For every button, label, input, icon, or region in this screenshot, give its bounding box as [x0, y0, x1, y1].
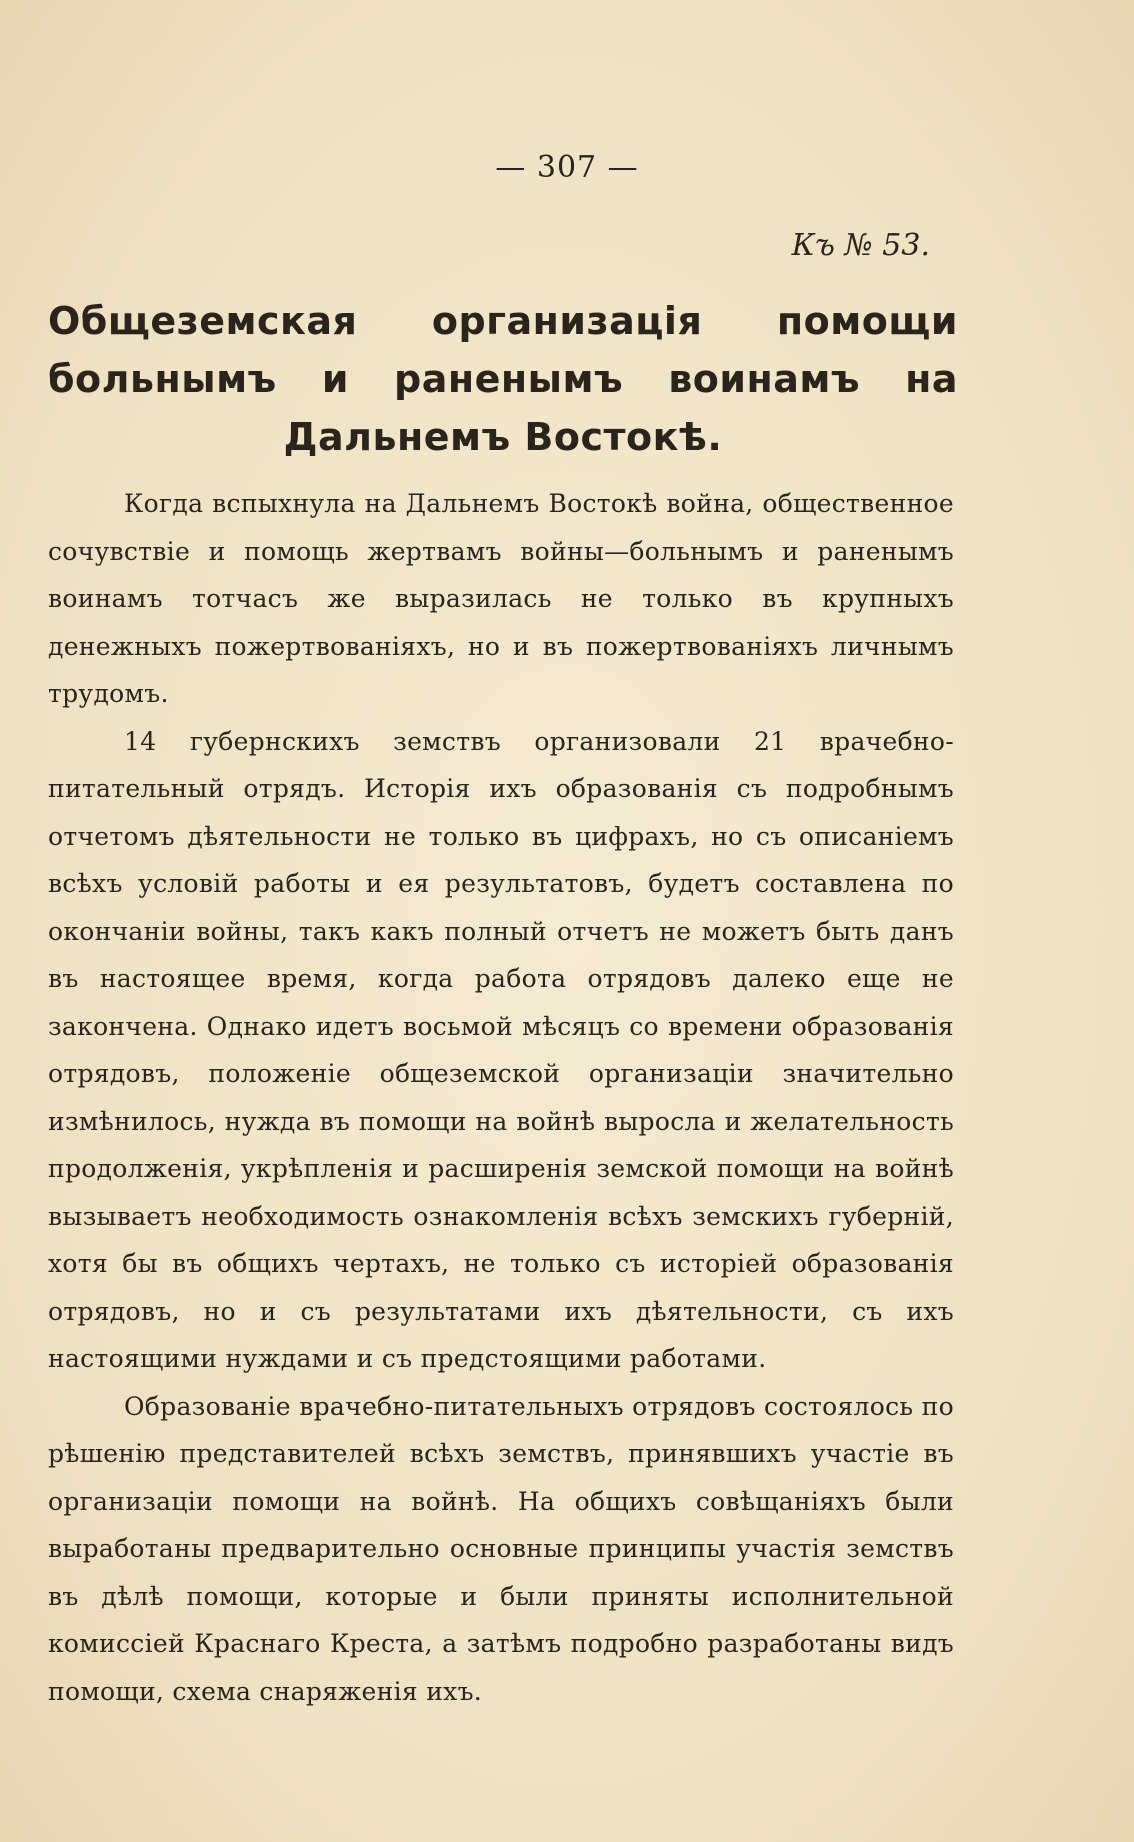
article-body: [48, 480, 954, 1715]
paragraph-2: 14 губернскихъ земствъ организовали 21 врачебно-питательный отрядъ. Исторія ихъ образованія съ подробнымъ отчетомъ дѣятельности не только въ цифрахъ, но съ описаніемъ всѣхъ условій работы и ея результатовъ, будетъ составлена по окончаніи войны, такъ какъ полный отчетъ не можетъ быть данъ въ настоящее время, когда работа отрядовъ далеко еще не закончена. Однако идетъ восьмой мѣсяцъ со времени образованія отрядовъ, положеніе общеземской организаціи значительно измѣнилось, нужда въ помощи на войнѣ выросла и желательность продолженія, укрѣпленія и расширенія земской помощи на войнѣ вызываетъ необходимость ознакомленія всѣхъ земскихъ губерній, хотя бы въ общихъ чертахъ, не только съ исторіей образованія отрядовъ, но и съ результатами ихъ дѣятельности, съ ихъ настоящими нуждами и съ предстоящими работами.: [48, 726, 954, 1373]
paragraph-3: Образованіе врачебно-питательныхъ отрядовъ состоялось по рѣшенію представителей всѣхъ земствъ, принявшихъ участіе въ организаціи помощи на войнѣ. На общихъ совѣщаніяхъ были выработаны предварительно основные принципы участія земствъ въ дѣлѣ помощи, которые и были приняты исполнительной комиссіей Краснаго Креста, а затѣмъ подробно разработаны видъ помощи, схема снаряженія ихъ.: [48, 1391, 954, 1706]
article-title: Общеземская организація помощи больнымъ и раненымъ воинамъ на Дальнемъ Востокѣ.: [48, 299, 958, 459]
document-reference: Къ № 53.: [791, 228, 930, 263]
paragraph-1: Когда вспыхнула на Дальнемъ Востокѣ война, общественное сочувствіе и помощь жертвамъ войны—больнымъ и раненымъ воинамъ тотчасъ же выразилась не только въ крупныхъ денежныхъ пожертвованіяхъ, но и въ пожертвованіяхъ личнымъ трудомъ.: [48, 489, 954, 708]
page-number: — 307 —: [495, 150, 639, 185]
